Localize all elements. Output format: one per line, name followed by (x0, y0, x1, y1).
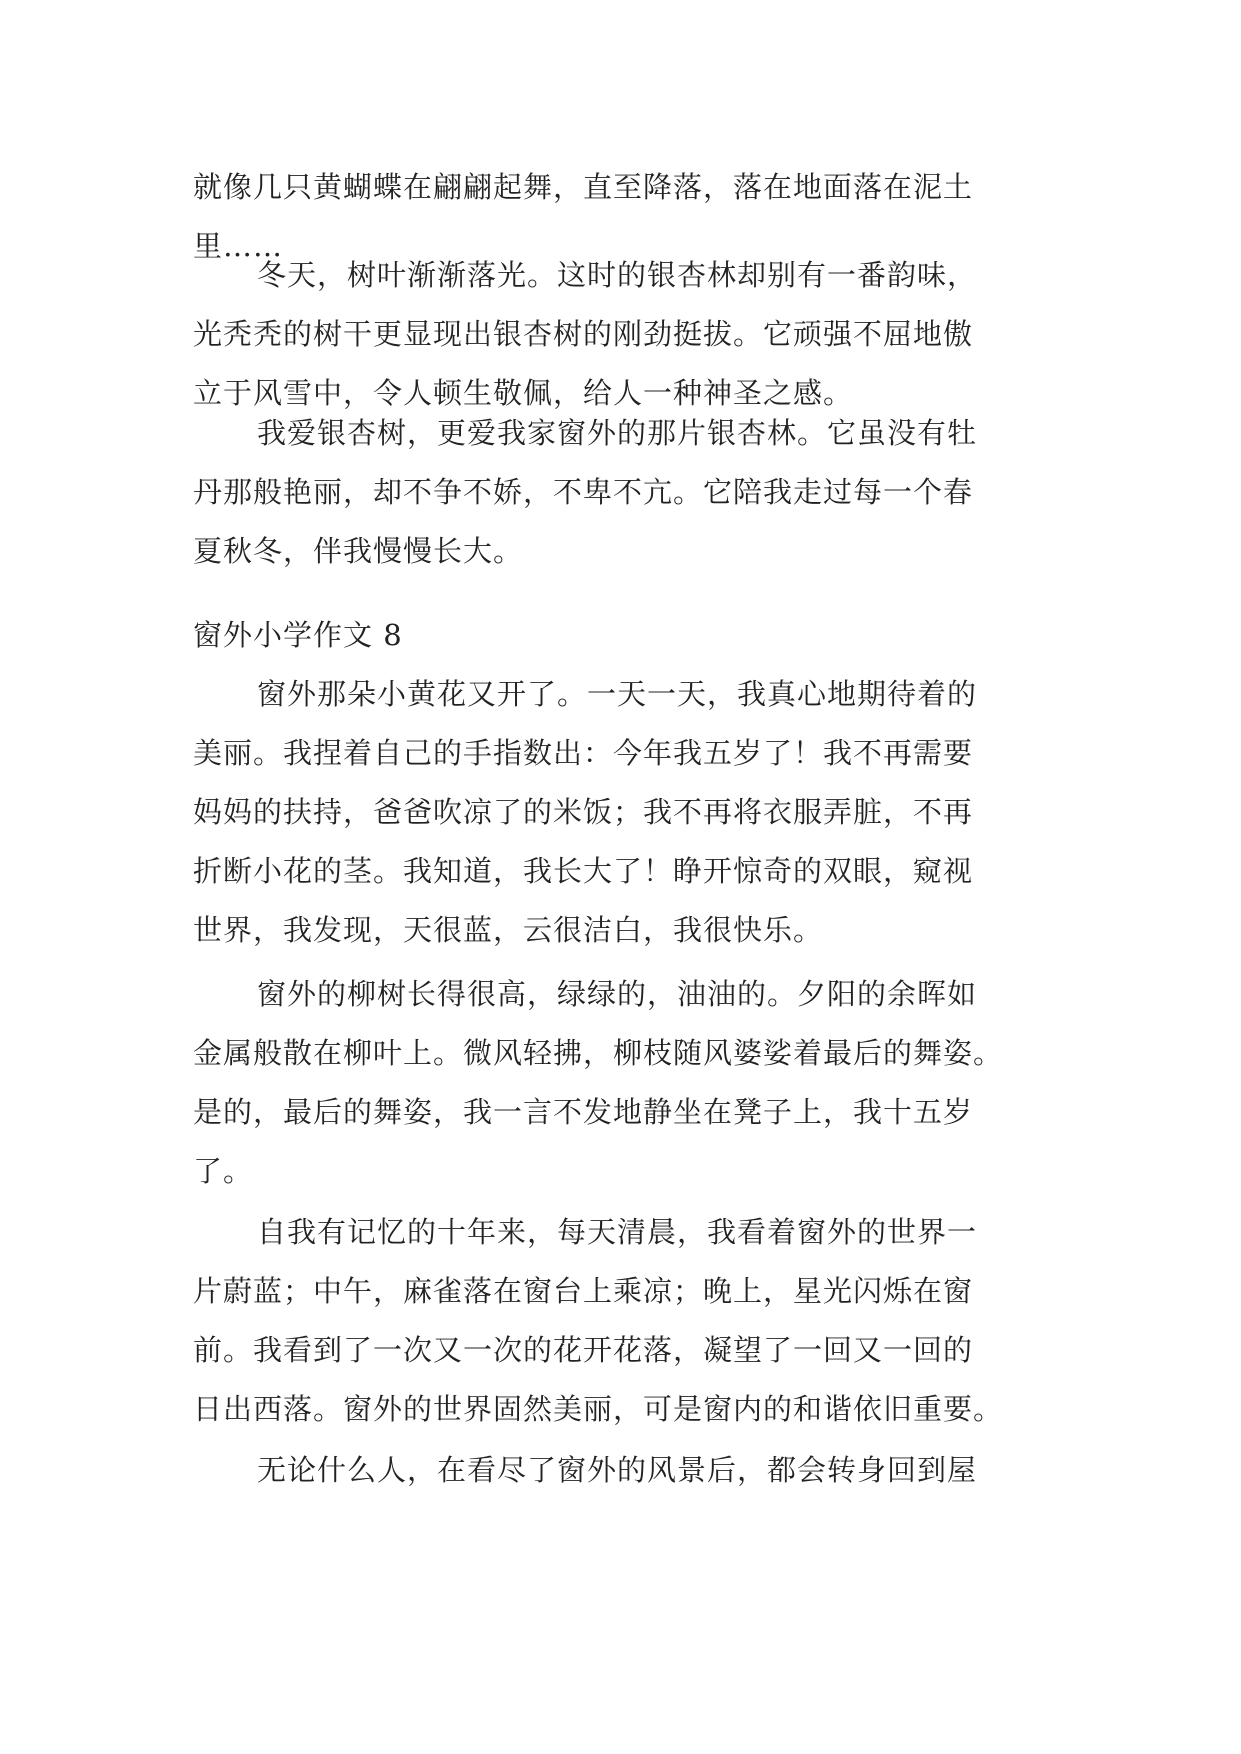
paragraph-3 (193, 1203, 1063, 1439)
text-line: 里…… (193, 229, 284, 263)
text-line: 无论什么人，在看尽了窗外的风景后，都会转身回到屋 (257, 1453, 978, 1487)
paragraph-love (193, 404, 1063, 581)
paragraph-winter (193, 246, 1063, 423)
text-line: 我爱银杏树，更爱我家窗外的那片银杏林。它虽没有牡 (257, 416, 978, 450)
text-line: 是的，最后的舞姿，我一言不发地静坐在凳子上，我十五岁 (193, 1095, 974, 1129)
text-line: 立于风雪中，令人顿生敬佩，给人一种神圣之感。 (193, 376, 854, 410)
paragraph-1 (193, 665, 1063, 960)
text-line: 日出西落。窗外的世界固然美丽，可是窗内的和谐依旧重要。 (193, 1392, 1004, 1426)
text-line: 前。我看到了一次又一次的花开花落，凝望了一回又一回的 (193, 1333, 974, 1367)
paragraph-4 (193, 1441, 1063, 1500)
text-line: 妈妈的扶持，爸爸吹凉了的米饭；我不再将衣服弄脏，不再 (193, 795, 974, 829)
text-line: 夏秋冬，伴我慢慢长大。 (193, 534, 524, 568)
essay-title (193, 606, 1063, 665)
text-line: 丹那般艳丽，却不争不娇，不卑不亢。它陪我走过每一个春 (193, 475, 974, 509)
essay-title-text: 窗外小学作文 8 (193, 618, 403, 652)
text-line: 了。 (193, 1154, 254, 1188)
text-line: 冬天，树叶渐渐落光。这时的银杏林却别有一番韵味， (257, 258, 978, 292)
text-line: 折断小花的茎。我知道，我长大了！睁开惊奇的双眼，窥视 (193, 854, 974, 888)
paragraph-2 (193, 965, 1063, 1201)
text-line: 片蔚蓝；中午，麻雀落在窗台上乘凉；晚上，星光闪烁在窗 (193, 1274, 974, 1308)
text-line: 世界，我发现，天很蓝，云很洁白，我很快乐。 (193, 913, 824, 947)
text-line: 光秃秃的树干更显现出银杏树的刚劲挺拔。它顽强不屈地傲 (193, 317, 974, 351)
text-line: 窗外的柳树长得很高，绿绿的，油油的。夕阳的余晖如 (257, 977, 978, 1011)
text-line: 自我有记忆的十年来，每天清晨，我看着窗外的世界一 (257, 1215, 978, 1249)
text-line: 美丽。我捏着自己的手指数出：今年我五岁了！我不再需要 (193, 736, 974, 770)
text-line: 就像几只黄蝴蝶在翩翩起舞，直至降落，落在地面落在泥土 (193, 170, 974, 204)
text-line: 金属般散在柳叶上。微风轻拂，柳枝随风婆娑着最后的舞姿。 (193, 1036, 1004, 1070)
text-line: 窗外那朵小黄花又开了。一天一天，我真心地期待着的 (257, 677, 978, 711)
